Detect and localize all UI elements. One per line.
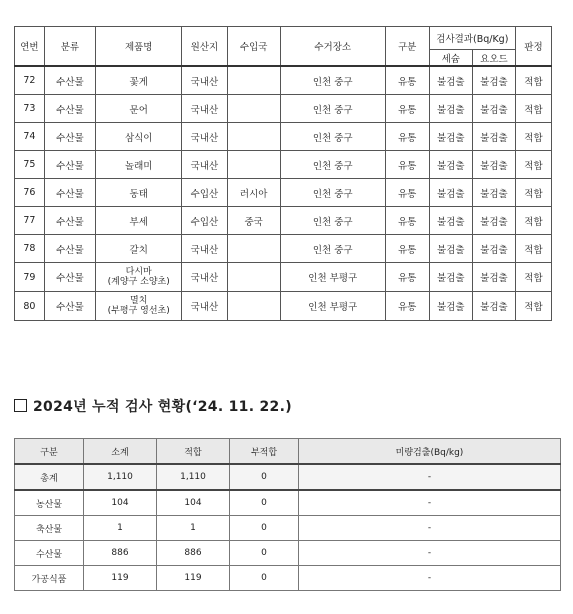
summary-cell-fail: 0 [230, 516, 299, 541]
summary-cell-subtotal: 119 [84, 566, 157, 591]
cumulative-summary-table [14, 438, 561, 591]
table-row [15, 207, 552, 235]
cell-iodine: 불검출 [472, 66, 515, 95]
product-name: 다시마 [125, 267, 152, 277]
header-cesium: 세슘 [429, 50, 472, 67]
cell-place: 인천 부평구 [280, 263, 385, 292]
cell-cesium: 불검출 [429, 151, 472, 179]
checkbox-square-icon [14, 399, 27, 412]
summary-row [15, 516, 561, 541]
table-row [15, 292, 552, 321]
cell-cesium: 불검출 [429, 95, 472, 123]
cell-import-country: 러시아 [227, 179, 280, 207]
cell-type: 유통 [385, 292, 429, 321]
summary-header-pass: 적합 [157, 439, 230, 465]
cell-type: 유통 [385, 66, 429, 95]
cell-product: 꽃게 [96, 66, 182, 95]
summary-cell-pass: 1,110 [157, 464, 230, 490]
cell-product: 놀래미 [96, 151, 182, 179]
cell-iodine: 불검출 [472, 123, 515, 151]
cell-verdict: 적합 [515, 263, 551, 292]
table-row [15, 95, 552, 123]
summary-cell-trace: - [299, 490, 561, 516]
table-row [15, 263, 552, 292]
summary-row [15, 490, 561, 516]
cell-no: 79 [15, 263, 45, 292]
cell-no: 76 [15, 179, 45, 207]
product-source-school: (부평구 영선초) [107, 306, 170, 316]
summary-cell-pass: 104 [157, 490, 230, 516]
cell-iodine: 불검출 [472, 179, 515, 207]
cell-iodine: 불검출 [472, 151, 515, 179]
cell-import-country [227, 235, 280, 263]
summary-cell-subtotal: 104 [84, 490, 157, 516]
cell-origin: 수입산 [182, 179, 227, 207]
cell-no: 72 [15, 66, 45, 95]
header-import-country: 수입국 [227, 27, 280, 67]
cell-product: 부세 [96, 207, 182, 235]
header-category: 분류 [44, 27, 95, 67]
table-row [15, 123, 552, 151]
table-row [15, 235, 552, 263]
summary-cell-subtotal: 1 [84, 516, 157, 541]
summary-cell-trace: - [299, 516, 561, 541]
cell-cesium: 불검출 [429, 179, 472, 207]
cell-product: 삼식이 [96, 123, 182, 151]
summary-cell-subtotal: 886 [84, 541, 157, 566]
cell-type: 유통 [385, 179, 429, 207]
cell-place: 인천 중구 [280, 179, 385, 207]
cell-no: 75 [15, 151, 45, 179]
cell-verdict: 적합 [515, 151, 551, 179]
cell-type: 유통 [385, 151, 429, 179]
cell-category: 수산물 [44, 179, 95, 207]
cell-origin: 국내산 [182, 66, 227, 95]
cell-origin: 국내산 [182, 235, 227, 263]
table-row [15, 66, 552, 95]
summary-header-category: 구분 [15, 439, 84, 465]
summary-cell-category: 농산물 [15, 490, 84, 516]
summary-body [15, 464, 561, 591]
summary-cell-fail: 0 [230, 464, 299, 490]
cell-cesium: 불검출 [429, 66, 472, 95]
cell-origin: 수입산 [182, 207, 227, 235]
summary-cell-pass: 1 [157, 516, 230, 541]
cell-no: 77 [15, 207, 45, 235]
summary-header-fail: 부적합 [230, 439, 299, 465]
product-source-school: (계양구 소양초) [107, 277, 170, 287]
header-type: 구분 [385, 27, 429, 67]
cell-product: 동태 [96, 179, 182, 207]
cell-cesium: 불검출 [429, 263, 472, 292]
header-iodine: 요오드 [472, 50, 515, 67]
section-title [14, 396, 292, 416]
summary-cell-trace: - [299, 464, 561, 490]
cell-cesium: 불검출 [429, 235, 472, 263]
cell-cesium: 불검출 [429, 207, 472, 235]
cell-place: 인천 중구 [280, 235, 385, 263]
summary-cell-fail: 0 [230, 566, 299, 591]
summary-header-trace: 미량검출(Bq/kg) [299, 439, 561, 465]
cell-place: 인천 중구 [280, 95, 385, 123]
cell-verdict: 적합 [515, 123, 551, 151]
header-verdict: 판정 [515, 27, 551, 67]
cell-origin: 국내산 [182, 292, 227, 321]
cell-type: 유통 [385, 235, 429, 263]
cell-iodine: 불검출 [472, 95, 515, 123]
summary-cell-category: 수산물 [15, 541, 84, 566]
section-title-text: 2024년 누적 검사 현황(‘24. 11. 22.) [33, 399, 292, 415]
cell-type: 유통 [385, 95, 429, 123]
cell-iodine: 불검출 [472, 207, 515, 235]
cell-place: 인천 중구 [280, 151, 385, 179]
summary-header-subtotal: 소계 [84, 439, 157, 465]
cell-no: 78 [15, 235, 45, 263]
table-header [15, 27, 552, 67]
summary-cell-fail: 0 [230, 541, 299, 566]
cell-origin: 국내산 [182, 151, 227, 179]
summary-cell-fail: 0 [230, 490, 299, 516]
table-row [15, 151, 552, 179]
cell-product: 문어 [96, 95, 182, 123]
cell-iodine: 불검출 [472, 235, 515, 263]
cell-place: 인천 부평구 [280, 292, 385, 321]
cell-product [96, 263, 182, 292]
cell-place: 인천 중구 [280, 207, 385, 235]
header-origin: 원산지 [182, 27, 227, 67]
summary-cell-pass: 119 [157, 566, 230, 591]
cell-import-country [227, 263, 280, 292]
cell-import-country [227, 66, 280, 95]
cell-category: 수산물 [44, 207, 95, 235]
summary-cell-subtotal: 1,110 [84, 464, 157, 490]
cell-place: 인천 중구 [280, 123, 385, 151]
cell-no: 74 [15, 123, 45, 151]
cell-verdict: 적합 [515, 235, 551, 263]
cell-iodine: 불검출 [472, 263, 515, 292]
cell-verdict: 적합 [515, 95, 551, 123]
cell-import-country [227, 151, 280, 179]
cell-origin: 국내산 [182, 123, 227, 151]
cell-cesium: 불검출 [429, 123, 472, 151]
cell-verdict: 적합 [515, 207, 551, 235]
cell-category: 수산물 [44, 95, 95, 123]
summary-total-row [15, 464, 561, 490]
product-name: 멸치 [130, 296, 148, 306]
cell-import-country [227, 123, 280, 151]
summary-cell-trace: - [299, 566, 561, 591]
cell-category: 수산물 [44, 66, 95, 95]
cell-iodine: 불검출 [472, 292, 515, 321]
cell-no: 73 [15, 95, 45, 123]
cell-no: 80 [15, 292, 45, 321]
cell-product [96, 292, 182, 321]
cell-category: 수산물 [44, 292, 95, 321]
cell-category: 수산물 [44, 151, 95, 179]
cell-category: 수산물 [44, 263, 95, 292]
table-body [15, 66, 552, 321]
cell-import-country [227, 95, 280, 123]
cell-category: 수산물 [44, 235, 95, 263]
header-place: 수거장소 [280, 27, 385, 67]
summary-cell-category: 가공식품 [15, 566, 84, 591]
summary-cell-trace: - [299, 541, 561, 566]
cell-type: 유통 [385, 263, 429, 292]
inspection-results-table [14, 26, 552, 321]
summary-cell-category: 총계 [15, 464, 84, 490]
cell-type: 유통 [385, 123, 429, 151]
cell-cesium: 불검출 [429, 292, 472, 321]
cell-place: 인천 중구 [280, 66, 385, 95]
cell-origin: 국내산 [182, 95, 227, 123]
cell-import-country [227, 292, 280, 321]
cell-verdict: 적합 [515, 66, 551, 95]
header-result: 검사결과(Bq/Kg) [429, 27, 515, 50]
summary-cell-pass: 886 [157, 541, 230, 566]
cell-origin: 국내산 [182, 263, 227, 292]
summary-row [15, 541, 561, 566]
cell-verdict: 적합 [515, 179, 551, 207]
cell-verdict: 적합 [515, 292, 551, 321]
header-no: 연번 [15, 27, 45, 67]
table-row [15, 179, 552, 207]
summary-header [15, 439, 561, 465]
summary-row [15, 566, 561, 591]
cell-product: 갈치 [96, 235, 182, 263]
header-product: 제품명 [96, 27, 182, 67]
cell-import-country: 중국 [227, 207, 280, 235]
cell-category: 수산물 [44, 123, 95, 151]
cell-type: 유통 [385, 207, 429, 235]
summary-cell-category: 축산물 [15, 516, 84, 541]
